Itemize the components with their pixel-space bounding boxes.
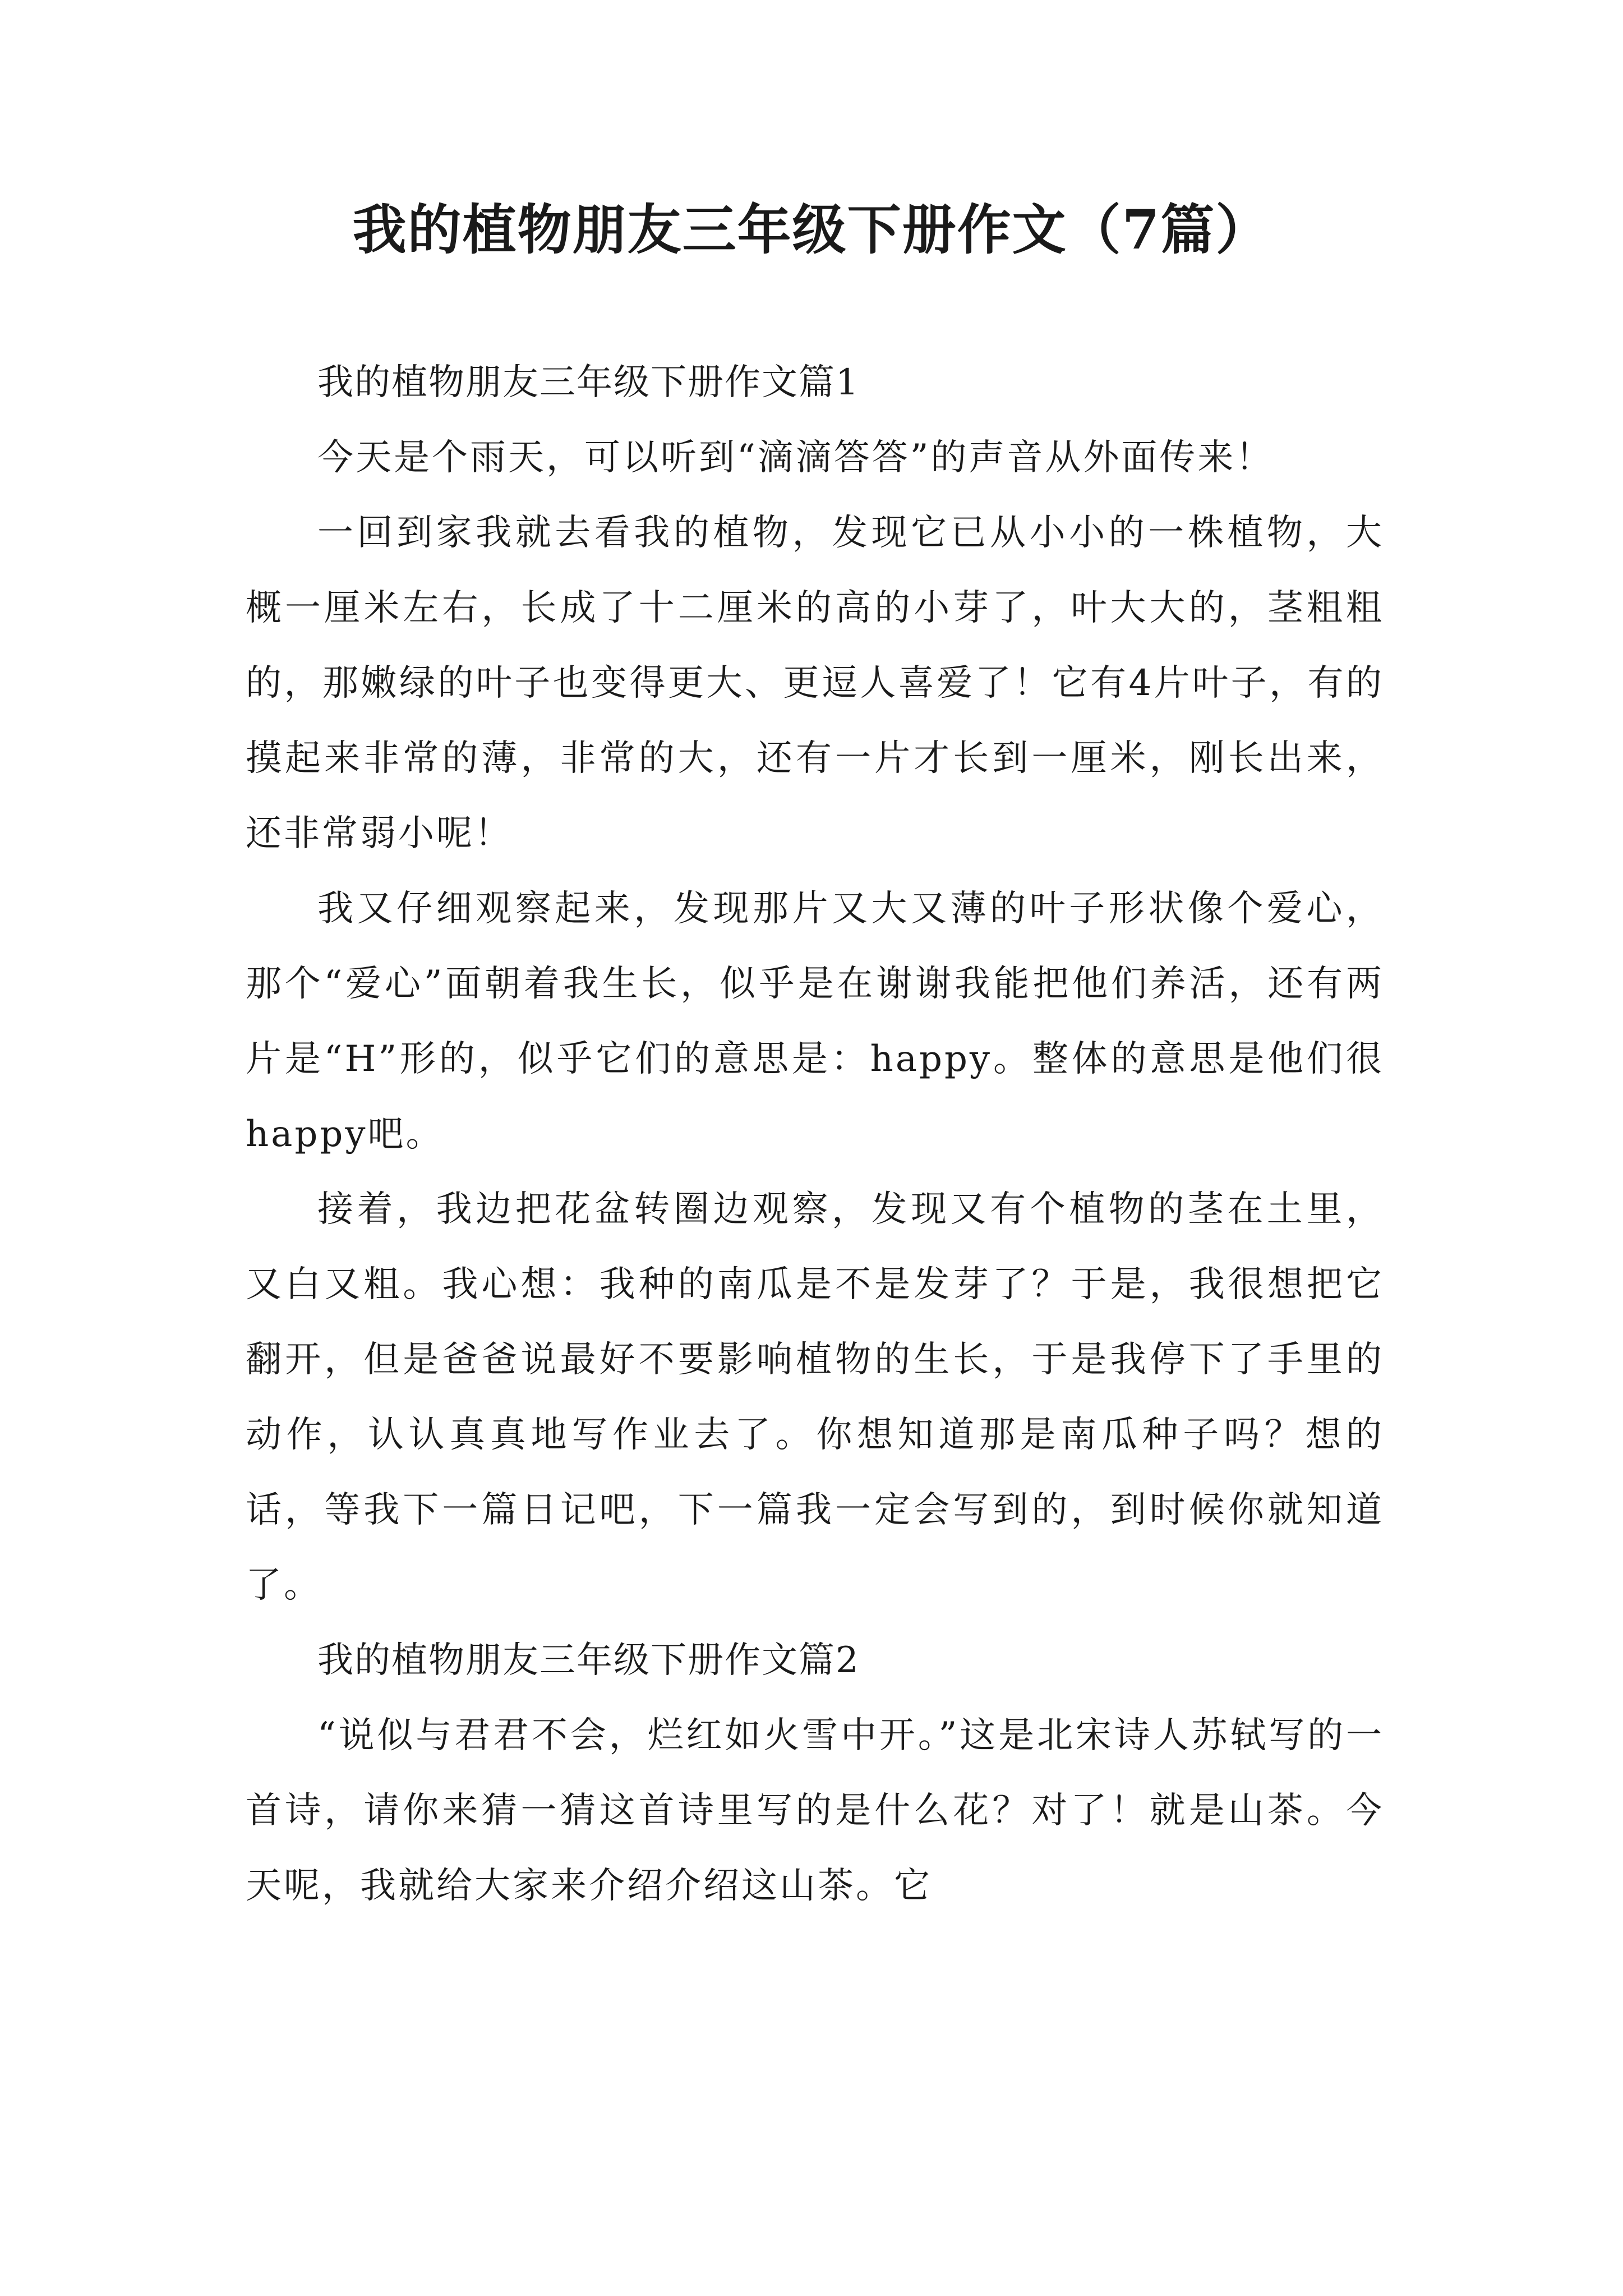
paragraph: 接着，我边把花盆转圈边观察，发现又有个植物的茎在土里，又白又粗。我心想：我种的南瓜是不是发芽了？于是，我很想把它翻开，但是爸爸说最好不要影响植物的生长，于是我停下了手里的动作，认认真真地写作业去了。你想知道那是南瓜种子吗？想的话，等我下一篇日记吧，下一篇我一定会写到的，到时候你就知道了。	[246, 1189, 1384, 1606]
paragraph: 我又仔细观察起来，发现那片又大又薄的叶子形状像个爱心，那个“爱心”面朝着我生长，似乎是在谢谢我能把他们养活，还有两片是“H”形的，似乎它们的意思是：happy。整体的意思是他们很happy吧。	[246, 888, 1384, 1155]
document-body	[246, 345, 1384, 1924]
paragraph: 今天是个雨天，可以听到“滴滴答答”的声音从外面传来！	[317, 437, 1274, 478]
essay-heading-2: 我的植物朋友三年级下册作文篇2	[317, 1640, 860, 1681]
paragraph: 一回到家我就去看我的植物，发现它已从小小的一株植物，大概一厘米左右，长成了十二厘米的高的小芽了，叶大大的，茎粗粗的，那嫩绿的叶子也变得更大、更逗人喜爱了！它有4片叶子，有的摸起来非常的薄，非常的大，还有一片才长到一厘米，刚长出来，还非常弱小呢！	[246, 512, 1384, 854]
paragraph: “说似与君君不会，烂红如火雪中开。”这是北宋诗人苏轼写的一首诗，请你来猜一猜这首诗里写的是什么花？对了！就是山茶。今天呢，我就给大家来介绍介绍这山茶。它	[246, 1715, 1384, 1907]
essay-heading-1: 我的植物朋友三年级下册作文篇1	[317, 362, 860, 403]
document-title: 我的植物朋友三年级下册作文（7篇）	[352, 198, 1271, 261]
